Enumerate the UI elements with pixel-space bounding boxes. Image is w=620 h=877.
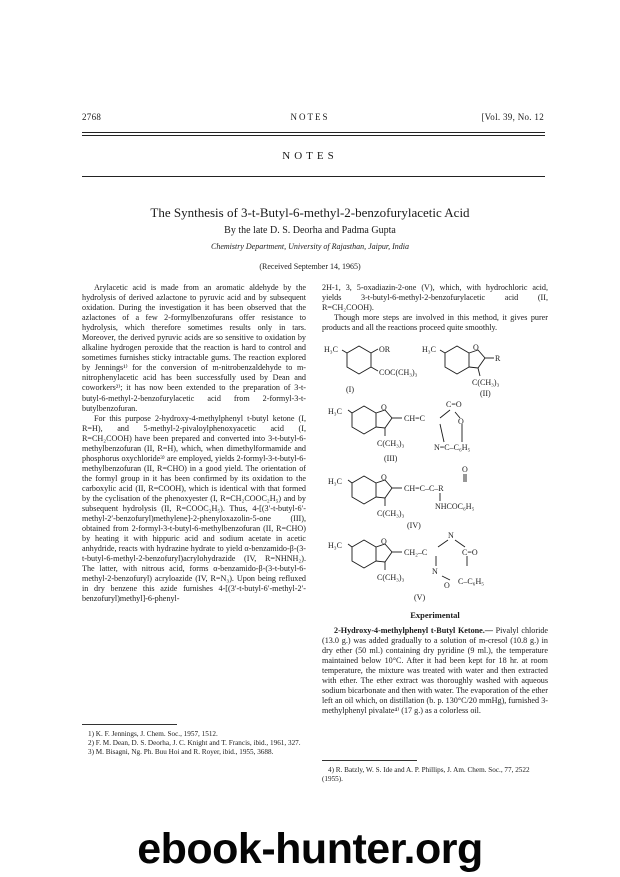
benzene-ring (352, 406, 376, 434)
structure-text: N=C–C₆H₅ (434, 443, 471, 452)
furan-ring (376, 480, 392, 498)
structure-text: O (444, 581, 450, 590)
structure-V (328, 531, 484, 602)
footnote: 2) F. M. Dean, D. S. Deorha, J. C. Knight and T. Francis, ibid., 1961, 327. (88, 739, 301, 747)
benzene-ring (445, 346, 469, 374)
structure-text: C(CH₃)₃ (377, 573, 405, 582)
structure-I (324, 345, 418, 394)
paragraph: 2H-1, 3, 5-oxadiazin-2-one (V), which, with hydrochloric acid, yields 3-t-butyl-6-methyl-2-benzofurylacetic acid (II, R=CH₂COOH). (322, 283, 548, 313)
watermark-text: ebook-hunter.org (137, 825, 483, 873)
structure-text: O (473, 344, 479, 352)
furan-ring (376, 410, 392, 428)
footnote-rule (322, 760, 417, 761)
structure-text: COC(CH₃)₃ (379, 368, 418, 377)
footnote: 4) R. Batzly, W. S. Ide and A. P. Phillips, J. Am. Chem. Soc., 77, 2522 (1955). (322, 766, 530, 783)
bond (478, 368, 480, 376)
article-affiliation: Chemistry Department, University of Rajasthan, Jaipur, India (211, 242, 409, 251)
bond (440, 424, 444, 442)
structure-text: H₃C (328, 541, 342, 550)
benzene-ring (352, 540, 376, 568)
paragraph: Arylacetic acid is made from an aromatic aldehyde by the hydrolysis of derived azlactone to pyruvic acid and by subsequent oxidation. During the investigation it has been observed that the azlactones of a few 2-formylbenzofurans offer resistance to hydrolysis, which therefore sometimes results only in tars. Moreover, the derived pyruvic acids are so sensitive to oxidation by alkaline hydrogen peroxide that the reaction is hard to control and sometimes furnishes sticky intractable gums. The reaction explored by Jennings¹⁾ for the conversion of m-nitrobenzaldehyde to m-nitrophenylacetic acid has been successfully used by Dean and coworkers²⁾; it has now been extended to the preparation of 3-t-butyl-6-methyl-2-benzofurylacetic acid from 2-formyl-3-t-butylbenzofuran. (82, 283, 306, 413)
paragraph: For this purpose 2-hydroxy-4-methylphenyl t-butyl ketone (I, R=H), and 5-methyl-2-pivaloylphenoxyacetic acid (I, R=CH₂COOH) have been prepared and converted into 3-t-butyl-6-methylbenzofuran (II, R=H), which, when dimethylformamide and phosphorus oxychloride³⁾ are employed, yields 2-formyl-3-t-butyl-6-methylbenzofuran (II, R=CHO) in a good yield. The orientation of the formyl group in it has been confirmed by its oxidation to the carboxylic acid (II, R=COOH), which is identical with that formed by the cyclisation of the phenoxyester (I, R=CH₂COOC₂H₅) and by subsequent hydrolysis (II, R=COOC₂H₅). Thus, 4-[(3′-t-butyl-6′-methyl-2′-benzofuryl)methylene]-2-phenyloxazolin-5-one (III), obtained from 2-formyl-3-t-butyl-6-methylbenzofuran (II, R=CHO) by heating it with hippuric acid and sodium acetate in acetic anhydride, reacts with hydrazine hydrate to yield α-benzamido-β-(3-t-butyl-6-methyl-2-benzofuryl)acrylohydrazide (IV, R=NHNH₂). The latter, with nitrous acid, forms α-benzamido-β-(3-t-butyl-6-methyl-2-benzofuryl) acryloazide (IV, R=N₃). Upon being refluxed in dry benzene this azide furnishes 4-[(3′-t-butyl-6′-methyl-2′-benzofuryl)methyl]-6-phenyl- (82, 413, 306, 604)
structure-IV (328, 465, 475, 530)
structure-text: O (462, 465, 468, 474)
structure-text: H₃C (422, 345, 436, 354)
chemical-structures (322, 344, 548, 604)
article-title: The Synthesis of 3-t-Butyl-6-methyl-2-benzofurylacetic Acid (150, 205, 470, 220)
structure-text: C(CH₃)₃ (472, 378, 500, 387)
structure-II (422, 344, 501, 398)
section-title: NOTES (282, 150, 338, 162)
furan-ring (469, 350, 485, 368)
left-column (82, 283, 306, 605)
header-rule-top (82, 132, 545, 133)
bond (371, 349, 378, 353)
left-footnotes (82, 730, 306, 757)
bond (348, 544, 352, 547)
structure-text: NHCOC₆H₅ (435, 502, 475, 511)
bond (440, 350, 445, 353)
structure-text: C(CH₃)₃ (377, 509, 405, 518)
received-date: (Received September 14, 1965) (259, 262, 361, 271)
structure-text: OR (379, 345, 391, 354)
experimental-subheading: 2-Hydroxy-4-methylphenyl t-Butyl Ketone.— (334, 626, 493, 635)
structure-text: C=O (446, 400, 462, 409)
structure-text: C=O (462, 548, 478, 557)
structure-text: O (381, 473, 387, 482)
structure-text: H₃C (328, 477, 342, 486)
footnote-rule (82, 724, 177, 725)
running-title: NOTES (290, 112, 330, 122)
structure-label: (I) (346, 385, 354, 394)
structure-text: CH=C (404, 414, 425, 423)
furan-ring (376, 544, 392, 562)
structure-label: (IV) (407, 521, 421, 530)
structure-text: O (458, 417, 464, 426)
volume-info: [Vol. 39, No. 12 (481, 112, 544, 122)
bond (348, 480, 352, 483)
bond (442, 576, 450, 580)
structure-text: O (381, 403, 387, 412)
structure-label: (II) (480, 389, 491, 398)
structure-text: N (432, 567, 438, 576)
bond (440, 410, 450, 418)
header-rule-bottom (82, 135, 545, 136)
article-authors: By the late D. S. Deorha and Padma Gupta (224, 225, 396, 236)
bond (342, 350, 347, 353)
benzene-ring (352, 476, 376, 504)
paragraph: Though more steps are involved in this method, it gives purer products and all the reactions proceed quite smoothly. (322, 313, 548, 333)
structure-text: C–C₆H₅ (458, 577, 485, 586)
structure-label: (III) (384, 454, 398, 463)
structure-text: N (448, 531, 454, 540)
structure-text: CH=C–C–R (404, 484, 444, 493)
page-number: 2768 (82, 112, 102, 122)
structure-text: R (495, 354, 501, 363)
structure-text: H₃C (328, 407, 342, 416)
bond (371, 367, 378, 371)
footnote: 3) M. Bisagni, Ng. Ph. Buu Hoi and R. Royer, ibid., 1955, 3688. (88, 748, 274, 756)
bond (438, 540, 448, 547)
structure-label: (V) (414, 593, 426, 602)
structure-text: H₃C (324, 345, 338, 354)
bond (348, 410, 352, 413)
experimental-text: Pivalyl chloride (13.0 g.) was added gradually to a solution of m-cresol (10.8 g.) in dry ether (50 ml.) containing dry pyridine (9 ml.), the temperature maintained below 10°C. After it had been kept for 18 hr. at room temperature, the mixture was treated with water and then extracted with ether. The ether extract was thoroughly washed with aqueous sodium bicarbonate and then with water. The evaporation of the ether left an oil which, on distillation (b. p. 130°C/20 mmHg), furnished 3-methylphenyl pivalate⁴⁾ (17 g.) as a colorless oil. (322, 626, 548, 716)
bond (455, 540, 465, 547)
section-rule (82, 176, 545, 177)
structure-III (328, 400, 471, 463)
structure-text: C(CH₃)₃ (377, 439, 405, 448)
right-footnotes (322, 766, 548, 784)
benzene-ring (347, 346, 371, 374)
right-column (322, 283, 548, 333)
experimental-heading: Experimental (410, 610, 460, 620)
structure-text: CH₂–C (404, 548, 428, 557)
experimental-section (322, 626, 548, 716)
structure-text: O (381, 537, 387, 546)
footnote: 1) K. F. Jennings, J. Chem. Soc., 1957, 1512. (88, 730, 218, 738)
